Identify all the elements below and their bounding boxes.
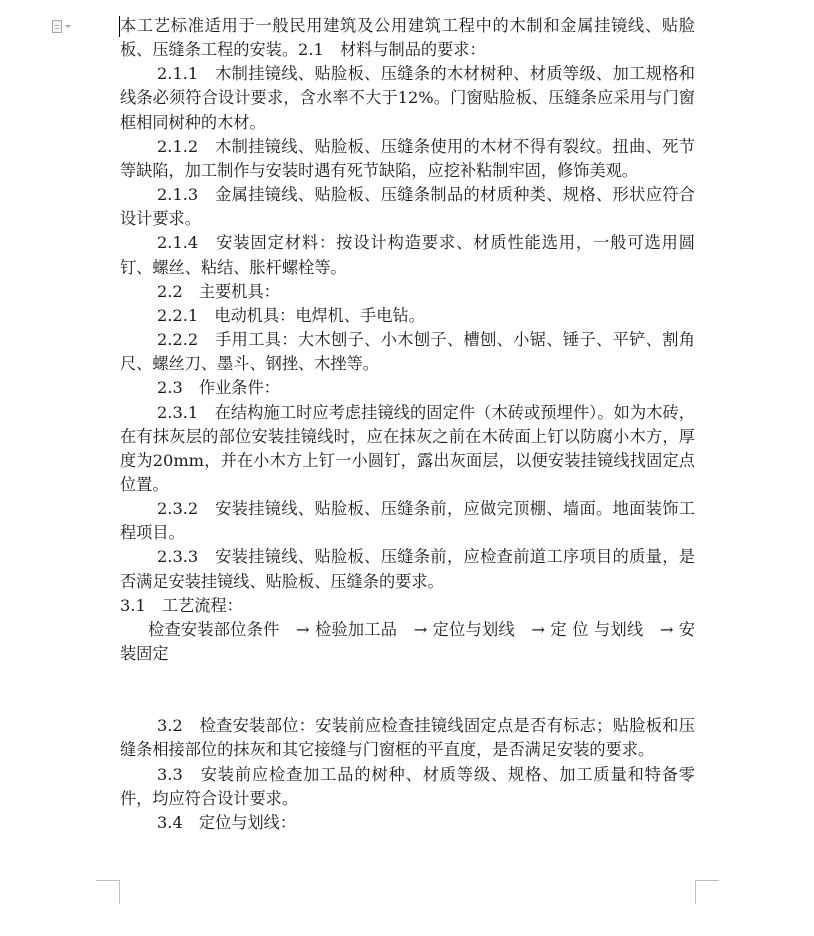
paragraph-3-3: 3.3 安装前应检查加工品的树种、材质等级、规格、加工质量和特备零件，均应符合设计要求。 (120, 764, 695, 808)
chevron-down-icon (65, 25, 71, 28)
paragraph-2-2-2: 2.2.2 手用工具：大木刨子、小木刨子、槽刨、小锯、锤子、平铲、割角尺、螺丝刀、墨斗、钢挫、木挫等。 (120, 330, 695, 374)
paragraph-3-2: 3.2 检查安装部位：安装前应检查挂镜线固定点是否有标志；贴脸板和压缝条相接部位的抹灰和其它接缝与门窗框的平直度，是否满足安装的要求。 (120, 716, 695, 760)
page-corner-mark-right (695, 880, 719, 904)
document-icon (52, 20, 62, 33)
heading-3-1: 3.1 工艺流程： (120, 595, 243, 615)
page-corner-mark-left (96, 880, 120, 904)
document-body[interactable] (120, 14, 695, 835)
paragraph-intro: 本工艺标准适用于一般民用建筑及公用建筑工程中的木制和金属挂镜线、贴脸板、压缝条工程的安装。2.1 材料与制品的要求： (120, 16, 695, 60)
paragraph-2-3-2: 2.3.2 安装挂镜线、贴脸板、压缝条前，应做完顶棚、墙面。地面装饰工程项目。 (120, 499, 695, 543)
paragraph-2-3-3: 2.3.3 安装挂镜线、贴脸板、压缝条前，应检查前道工序项目的质量，是否满足安装挂镜线、贴脸板、压缝条的要求。 (120, 547, 695, 591)
paragraph-2-1-2: 2.1.2 木制挂镜线、贴脸板、压缝条使用的木材不得有裂纹。扭曲、死节等缺陷，加工制作与安装时遇有死节缺陷，应挖补粘制牢固，修饰美观。 (120, 136, 695, 180)
process-flow: 检查安装部位条件 → 检验加工品 → 定位与划线 → 定 位 与划线 → 安装固定 (120, 619, 695, 664)
paragraph-2-3-1: 2.3.1 在结构施工时应考虑挂镜线的固定件（木砖或预埋件）。如为木砖，在有抹灰层的部位安装挂镜线时，应在抹灰之前在木砖面上钉以防腐小木方，厚度为20mm，并在小木方上钉一小圆钉，露出灰面层，以便安装挂镜线找固定点位置。 (120, 402, 695, 494)
paragraph-2-2-1: 2.2.1 电动机具：电焊机、手电钻。 (157, 305, 425, 325)
paragraph-options-button[interactable] (52, 18, 76, 34)
paragraph-2-1-4: 2.1.4 安装固定材料：按设计构造要求、材质性能选用，一般可选用圆钉、螺丝、粘结、胀杆螺栓等。 (120, 233, 695, 277)
paragraph-2-1-3: 2.1.3 金属挂镜线、贴脸板、压缝条制品的材质种类、规格、形状应符合设计要求。 (120, 185, 695, 229)
heading-3-4: 3.4 定位与划线： (157, 812, 297, 832)
paragraph-2-1-1: 2.1.1 木制挂镜线、贴脸板、压缝条的木材树种、材质等级、加工规格和线条必须符合设计要求，含水率不大于12%。门窗贴脸板、压缝条应采用与门窗框相同树种的木材。 (120, 64, 695, 132)
heading-2-2: 2.2 主要机具： (157, 281, 280, 301)
heading-2-3: 2.3 作业条件： (157, 378, 280, 398)
blank-line (120, 666, 695, 714)
